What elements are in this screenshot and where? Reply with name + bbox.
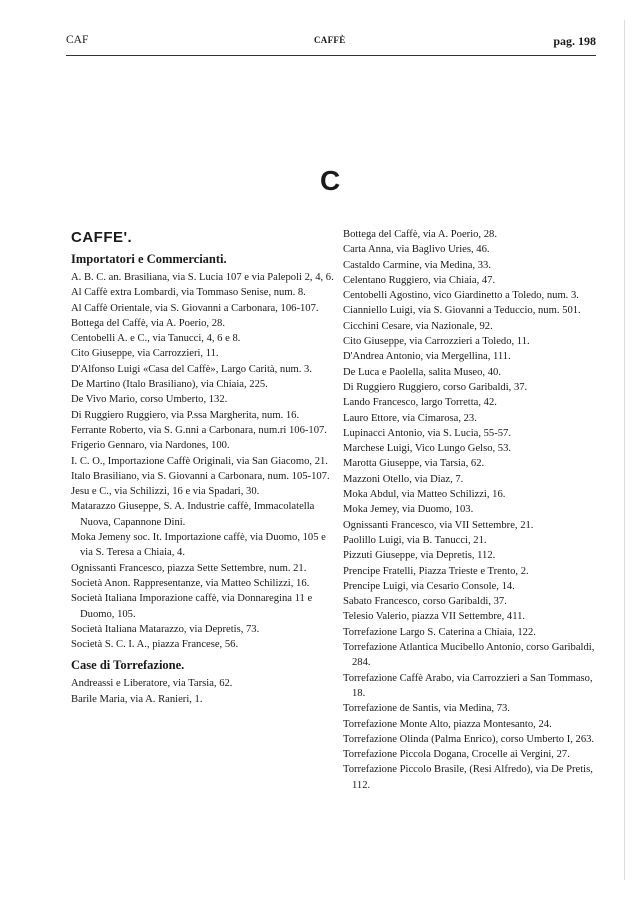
section-letter: C	[320, 165, 341, 196]
list-entry: Torrefazione Piccola Dogana, Crocelle ai Vergini, 27.	[343, 749, 570, 761]
list-entry: Torrefazione Atlantica Mucibello Antonio, corso Garibaldi, 284.	[343, 642, 595, 669]
list-entry: Società Italiana Matarazzo, via Depretis, 73.	[71, 623, 260, 635]
list-entry: I. C. O., Importazione Caffè Originali, via San Giacomo, 21.	[71, 455, 328, 467]
list-entry: D'Alfonso Luigi «Casa del Caffè», Largo Carità, num. 3.	[71, 363, 313, 375]
torrefazione-list-right	[343, 227, 603, 793]
list-entry: Marchese Luigi, Vico Lungo Gelso, 53.	[343, 443, 512, 455]
list-entry: Moka Abdul, via Matteo Schilizzi, 16.	[343, 489, 506, 501]
subsection-title-importatori: Importatori e Commercianti.	[71, 252, 227, 266]
list-entry: Al Caffè Orientale, via S. Giovanni a Carbonara, 106-107.	[71, 302, 319, 314]
list-entry: Barile Maria, via A. Ranieri, 1.	[71, 693, 203, 705]
list-entry: Al Caffè extra Lombardi, via Tommaso Senise, num. 8.	[71, 287, 306, 299]
list-entry: Matarazzo Giuseppe, S. A. Industrie caffè, Immacolatella Nuova, Capannone Dini.	[71, 501, 315, 528]
list-entry: Cito Giuseppe, via Carrozzieri, 11.	[71, 348, 219, 360]
list-entry: Società Anon. Rappresentanze, via Matteo Schilizzi, 16.	[71, 577, 310, 589]
list-entry: Società S. C. I. A., piazza Francese, 56.	[71, 639, 239, 651]
list-entry: Di Ruggiero Ruggiero, corso Garibaldi, 37.	[343, 381, 528, 393]
header-left-label: CAF	[66, 34, 89, 46]
header-center-label: CAFFÈ	[314, 35, 346, 45]
list-entry: Torrefazione Olinda (Palma Enrico), corso Umberto I, 263.	[343, 733, 595, 745]
list-entry: Sabato Francesco, corso Garibaldi, 37.	[343, 596, 507, 608]
left-column	[71, 227, 336, 707]
list-entry: Cicchini Cesare, via Nazionale, 92.	[343, 320, 493, 332]
list-entry: Centobelli A. e C., via Tanucci, 4, 6 e 8.	[71, 333, 241, 345]
list-entry: Italo Brasiliano, via S. Giovanni a Carbonara, num. 105-107.	[71, 470, 330, 482]
list-entry: Jesu e C., via Schilizzi, 16 e via Spadari, 30.	[71, 486, 260, 498]
list-entry: Bottega del Caffè, via A. Poerio, 28.	[343, 229, 497, 240]
list-entry: Prencipe Fratelli, Piazza Trieste e Trento, 2.	[343, 565, 529, 577]
list-entry: Andreassi e Liberatore, via Tarsia, 62.	[71, 678, 233, 690]
list-entry: Carta Anna, via Baglivo Uries, 46.	[343, 244, 490, 256]
page-number: pag. 198	[553, 34, 596, 48]
list-entry: Torrefazione de Santis, via Medina, 73.	[343, 703, 510, 715]
torrefazione-list-left	[71, 676, 336, 707]
list-entry: Telesio Valerio, piazza VII Settembre, 411.	[343, 611, 526, 623]
list-entry: De Luca e Paolella, salita Museo, 40.	[343, 366, 501, 378]
list-entry: Lauro Ettore, via Cimarosa, 23.	[343, 412, 477, 424]
list-entry: Società Italiana Imporazione caffè, via Donnaregina 11 e Duomo, 105.	[71, 593, 313, 620]
list-entry: Ferrante Roberto, via S. G.nni a Carbonara, num.ri 106-107.	[71, 424, 327, 436]
section-title: CAFFE'.	[71, 229, 133, 246]
list-entry: Moka Jemey, via Duomo, 103.	[343, 504, 474, 516]
list-entry: Ognissanti Francesco, via VII Settembre, 21.	[343, 519, 534, 531]
list-entry: Mazzoni Otello, via Diaz, 7.	[343, 473, 464, 485]
list-entry: Bottega del Caffè, via A. Poerio, 28.	[71, 317, 225, 329]
list-entry: Torrefazione Monte Alto, piazza Montesanto, 24.	[343, 718, 552, 730]
list-entry: De Martino (Italo Brasiliano), via Chiaia, 225.	[71, 379, 268, 391]
list-entry: Frigerio Gennaro, via Nardones, 100.	[71, 440, 230, 452]
list-entry: De Vivo Mario, corso Umberto, 132.	[71, 394, 228, 406]
list-entry: Celentano Ruggiero, via Chiaia, 47.	[343, 274, 496, 286]
list-entry: Lando Francesco, largo Torretta, 42.	[343, 397, 497, 409]
list-entry: Cianniello Luigi, via S. Giovanni a Teduccio, num. 501.	[343, 305, 581, 317]
list-entry: Paolillo Luigi, via B. Tanucci, 21.	[343, 534, 487, 546]
list-entry: Ognissanti Francesco, piazza Sette Settembre, num. 21.	[71, 562, 307, 574]
list-entry: Pizzuti Giuseppe, via Depretis, 112.	[343, 550, 496, 562]
list-entry: Di Ruggiero Ruggiero, via P.ssa Margherita, num. 16.	[71, 409, 300, 421]
list-entry: D'Andrea Antonio, via Mergellina, 111.	[343, 351, 511, 363]
page-edge-line	[624, 20, 625, 880]
header-divider	[66, 55, 596, 56]
list-entry: Prencipe Luigi, via Cesario Console, 14.	[343, 580, 515, 592]
list-entry: Moka Jemeny soc. It. Importazione caffè, via Duomo, 105 e via S. Teresa a Chiaia, 4.	[71, 532, 326, 559]
list-entry: Cito Giuseppe, via Carrozzieri a Toledo, 11.	[343, 336, 530, 348]
list-entry: Centobelli Agostino, vico Giardinetto a Toledo, num. 3.	[343, 290, 579, 302]
list-entry: A. B. C. an. Brasiliana, via S. Lucia 107 e via Palepoli 2, 4, 6.	[71, 272, 334, 283]
list-entry: Marotta Giuseppe, via Tarsia, 62.	[343, 458, 485, 470]
right-column	[343, 227, 603, 793]
list-entry: Lupinacci Antonio, via S. Lucia, 55-57.	[343, 427, 511, 439]
page-header	[66, 34, 596, 50]
list-entry: Torrefazione Piccolo Brasile, (Resi Alfredo), via De Pretis, 112.	[343, 764, 593, 791]
list-entry: Torrefazione Caffè Arabo, via Carrozzieri a San Tommaso, 18.	[343, 672, 593, 699]
subsection-title-torrefazione: Case di Torrefazione.	[71, 658, 185, 673]
list-entry: Torrefazione Largo S. Caterina a Chiaia, 122.	[343, 626, 536, 638]
list-entry: Castaldo Carmine, via Medina, 33.	[343, 259, 491, 271]
importatori-list	[71, 270, 336, 652]
